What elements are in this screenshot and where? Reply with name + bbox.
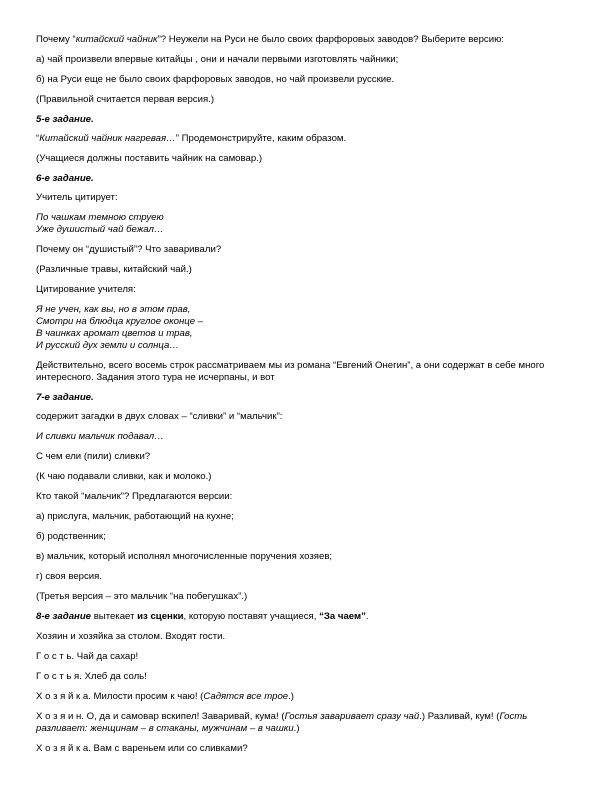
text-run: , которую поставят учащиеся, bbox=[183, 611, 320, 622]
question-cream: С чем ели (пили) сливки? bbox=[36, 451, 151, 462]
document-page bbox=[36, 34, 576, 763]
poem-1 bbox=[36, 212, 576, 236]
scene-line-guest: Г о с т ь. Чай да сахар! bbox=[36, 651, 139, 662]
task-8-paragraph bbox=[36, 611, 576, 623]
question-boy: Кто такой “мальчик”? Предлагаются версии: bbox=[36, 491, 233, 502]
onegin-paragraph: Действительно, всего восемь строк рассматриваем мы из романа “Евгений Онегин”, а они содержат в себе много интересного. Задания этого тура не исчерпаны, и вот bbox=[36, 360, 545, 383]
text-run: вытекает bbox=[91, 611, 138, 622]
task-8-heading: 8-е задание bbox=[36, 611, 92, 622]
answer-herbs: (Различные травы, китайский чай.) bbox=[36, 264, 192, 275]
task-5-text bbox=[36, 133, 576, 145]
italic-quote: Китайский чайник нагревая… bbox=[39, 133, 176, 144]
task-5-answer: (Учащиеся должны поставить чайник на самовар.) bbox=[36, 153, 263, 164]
quote-cream-boy: И сливки мальчик подавал… bbox=[36, 431, 164, 442]
boy-version-a: а) прислуга, мальчик, работающий на кухне; bbox=[36, 511, 234, 522]
version-a: а) чай произвели впервые китайцы , они и начали первыми изготовлять чайники; bbox=[36, 54, 399, 65]
poem-line: В чаинках аромат цветов и трав, bbox=[36, 328, 193, 339]
boy-version-d: г) своя версия. bbox=[36, 571, 103, 582]
scene-line-hostess bbox=[36, 691, 576, 703]
teacher-quotes: Учитель цитирует: bbox=[36, 192, 118, 203]
text-run: ”? Неужели на Руси не было своих фарфоровых заводов? Выберите версию: bbox=[157, 34, 504, 45]
text-run: ” Продемонстрируйте, каким образом. bbox=[175, 133, 347, 144]
text-run: .) bbox=[288, 691, 294, 702]
poem-line: И русский дух земли и солнца… bbox=[36, 340, 179, 351]
teacher-citation: Цитирование учителя: bbox=[36, 284, 136, 295]
text-run: Почему “ bbox=[36, 34, 76, 45]
poem-line: По чашкам темною струею bbox=[36, 212, 164, 223]
boy-version-c: в) мальчик, который исполнял многочисленные поручения хозяев; bbox=[36, 551, 333, 562]
task-7-heading: 7-е задание. bbox=[36, 392, 94, 403]
poem-line: Смотри на блюдца круглое оконце – bbox=[36, 316, 204, 327]
scene-line-host bbox=[36, 711, 576, 735]
scene-setup: Хозяин и хозяйка за столом. Входят гости. bbox=[36, 631, 226, 642]
scene-title: “За чаем” bbox=[319, 611, 366, 622]
stage-direction: Гость разливает: женщинам – в стаканы, мужчинам – в чашки bbox=[36, 711, 528, 734]
answer-note: (Правильной считается первая версия.) bbox=[36, 94, 215, 105]
text-run: Х о з я й к а. Милости просим к чаю! ( bbox=[36, 691, 204, 702]
text-run: .) bbox=[293, 723, 300, 734]
text-run: Х о з я и н. О, да и самовар вскипел! Заваривай, кума! ( bbox=[36, 711, 285, 722]
poem-line: Я не учен, как вы, но в этом прав, bbox=[36, 304, 191, 315]
question-paragraph bbox=[36, 34, 576, 46]
task-5-heading: 5-е задание. bbox=[36, 114, 94, 125]
question-fragrant: Почему он “душистый”? Что заваривали? bbox=[36, 244, 222, 255]
scene-line-guest-female: Г о с т ь я. Хлеб да соль! bbox=[36, 671, 147, 682]
version-b: б) на Руси еще не было своих фарфоровых заводов, но чай произвели русские. bbox=[36, 74, 395, 85]
answer-cream: (К чаю подавали сливки, как и молоко.) bbox=[36, 471, 212, 482]
stage-direction: Садятся все трое bbox=[203, 691, 289, 702]
boy-answer: (Третья версия – это мальчик “на побегушках”.) bbox=[36, 591, 248, 602]
poem-line: Уже душистый чай бежал… bbox=[36, 224, 164, 235]
scene-line-hostess-2: Х о з я й к а. Вам с вареньем или со сливками? bbox=[36, 743, 248, 754]
stage-direction: Гостья заваривает сразу чай bbox=[284, 711, 420, 722]
task-6-heading: 6-е задание. bbox=[36, 173, 94, 184]
task-7-intro: содержит загадки в двух словах – “сливки” и “мальчик”: bbox=[36, 411, 283, 422]
italic-quote: китайский чайник bbox=[75, 34, 158, 45]
text-run: .) Разливай, кум! ( bbox=[419, 711, 500, 722]
bold-run: из сценки bbox=[137, 611, 184, 622]
text-run: “ bbox=[36, 133, 40, 144]
text-run: . bbox=[365, 611, 369, 622]
boy-version-b: б) родственник; bbox=[36, 531, 106, 542]
poem-2 bbox=[36, 304, 576, 352]
